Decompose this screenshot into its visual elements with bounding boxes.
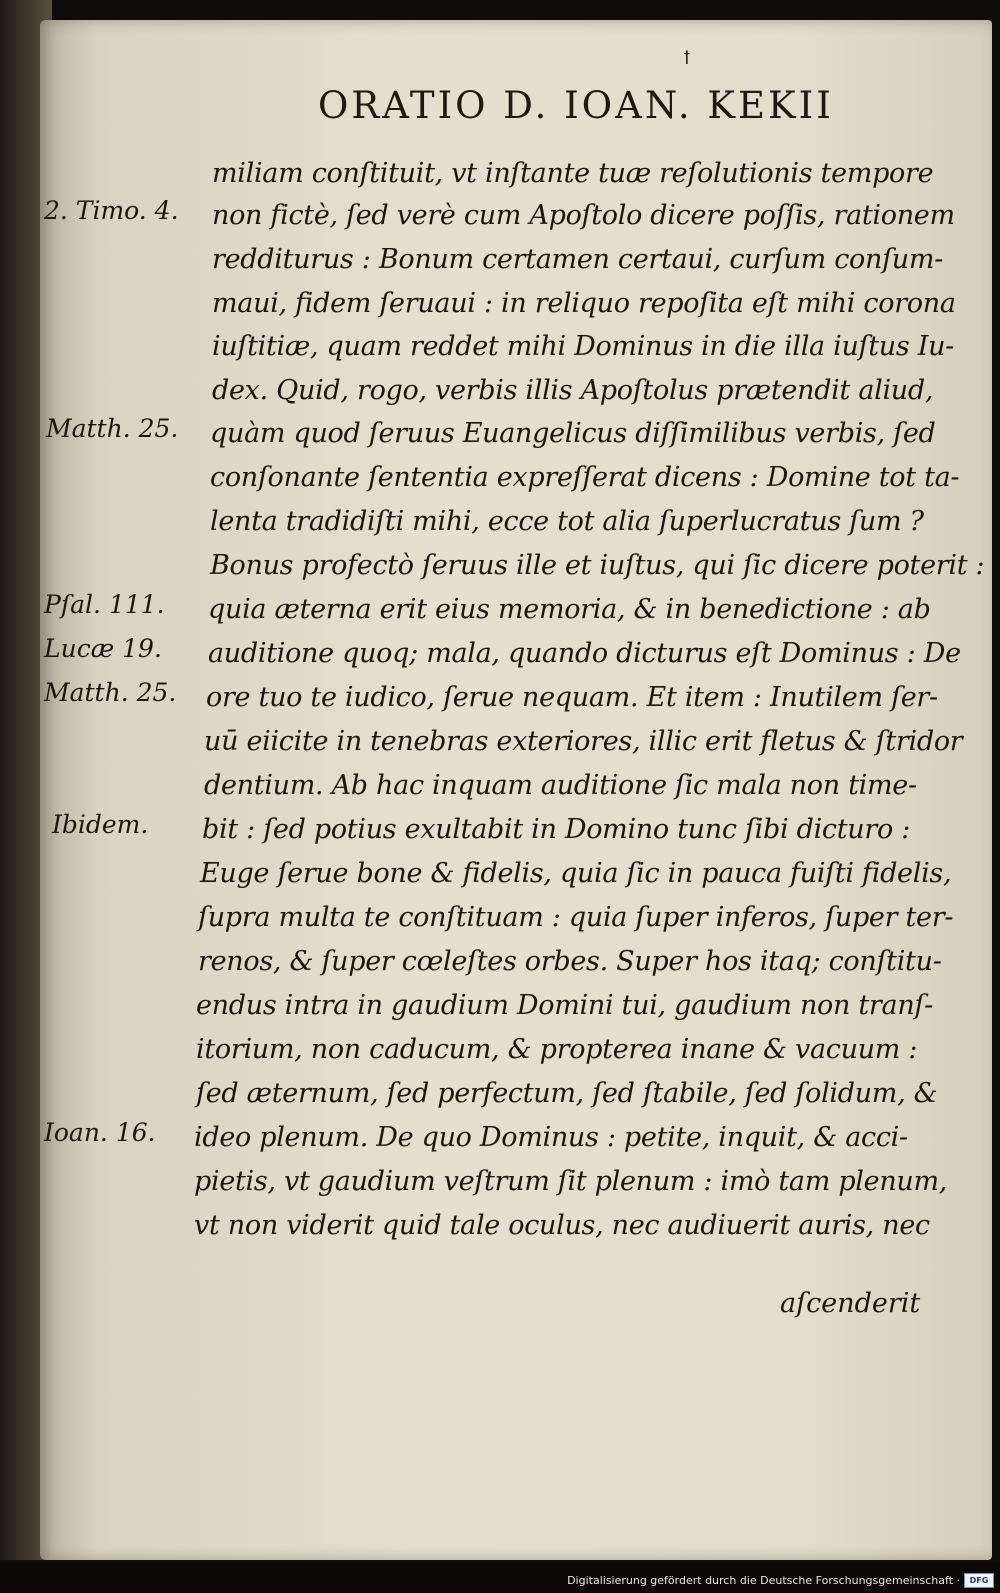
margin-reference: Matth. 25. bbox=[46, 414, 179, 443]
text-line: redditurus : Bonum certamen certaui, curſum conſum- bbox=[212, 244, 944, 275]
margin-reference: Lucæ 19. bbox=[44, 634, 162, 663]
text-line: ore tuo te iudico, ſerue nequam. Et item : Inutilem ſer- bbox=[206, 682, 938, 713]
text-line: endus intra in gaudium Domini tui, gaudium non tranſ- bbox=[196, 990, 933, 1021]
text-line: quia æterna erit eius memoria, & in benedictione : ab bbox=[208, 594, 931, 625]
text-line: lenta tradidiſti mihi, ecce tot alia ſuperlucratus ſum ? bbox=[210, 506, 924, 537]
text-line: itorium, non caducum, & propterea inane & vacuum : bbox=[196, 1034, 918, 1065]
text-line: iuſtitiæ, quam reddet mihi Dominus in die illa iuſtus Iu- bbox=[212, 331, 954, 362]
running-head: ORATIO D. IOAN. KEKII bbox=[318, 84, 834, 127]
text-line: ſupra multa te conſtituam : quia ſuper inferos, ſuper ter- bbox=[198, 902, 954, 933]
text-line: conſonante ſententia expreſſerat dicens : Domine tot ta- bbox=[210, 462, 960, 493]
text-line: Bonus profectò ſeruus ille et iuſtus, qui ſic dicere poterit : bbox=[210, 550, 985, 581]
text-line: vt non viderit quid tale oculus, nec audiuerit auris, nec bbox=[194, 1210, 930, 1241]
margin-reference: Ibidem. bbox=[52, 810, 149, 839]
page-mark: ꝉ bbox=[683, 48, 691, 69]
catchword: aſcenderit bbox=[780, 1288, 921, 1319]
dfg-logo: DFG bbox=[964, 1573, 994, 1588]
text-line: miliam conſtituit, vt inſtante tuæ reſolutionis tempore bbox=[212, 158, 934, 189]
text-line: Euge ſerue bone & fidelis, quia ſic in pauca fuiſti fidelis, bbox=[200, 858, 952, 889]
text-line: dentium. Ab hac inquam auditione ſic mala non time- bbox=[204, 770, 917, 801]
text-line: renos, & ſuper cœleſtes orbes. Super hos itaq; conſtitu- bbox=[198, 946, 942, 977]
text-line: auditione quoq; mala, quando dicturus eſt Dominus : De bbox=[208, 638, 961, 669]
text-line: pietis, vt gaudium veſtrum ſit plenum : imò tam plenum, bbox=[194, 1166, 948, 1197]
text-line: maui, fidem ſeruaui : in reliquo repoſita eſt mihi corona bbox=[212, 288, 956, 319]
text-line: ſed æternum, ſed perfectum, ſed ſtabile, ſed ſolidum, & bbox=[196, 1078, 938, 1109]
text-line: non fictè, ſed verè cum Apoſtolo dicere poſſis, rationem bbox=[212, 200, 955, 231]
text-line: ideo plenum. De quo Dominus : petite, inquit, & acci- bbox=[194, 1122, 908, 1153]
text-line: uū eiicite in tenebras exteriores, illic erit fletus & ſtridor bbox=[204, 726, 963, 757]
margin-reference: Ioan. 16. bbox=[44, 1118, 156, 1147]
margin-reference: Pſal. 111. bbox=[44, 590, 165, 619]
text-line: bit : ſed potius exultabit in Domino tunc ſibi dicturo : bbox=[202, 814, 911, 845]
margin-reference: 2. Timo. 4. bbox=[44, 196, 179, 225]
digitization-credit: Digitalisierung gefördert durch die Deutsche Forschungsgemeinschaft · bbox=[567, 1574, 960, 1587]
text-line: quàm quod ſeruus Euangelicus diſſimilibus verbis, ſed bbox=[210, 418, 936, 449]
margin-reference: Matth. 25. bbox=[44, 678, 177, 707]
text-line: dex. Quid, rogo, verbis illis Apoſtolus prætendit aliud, bbox=[212, 375, 934, 406]
